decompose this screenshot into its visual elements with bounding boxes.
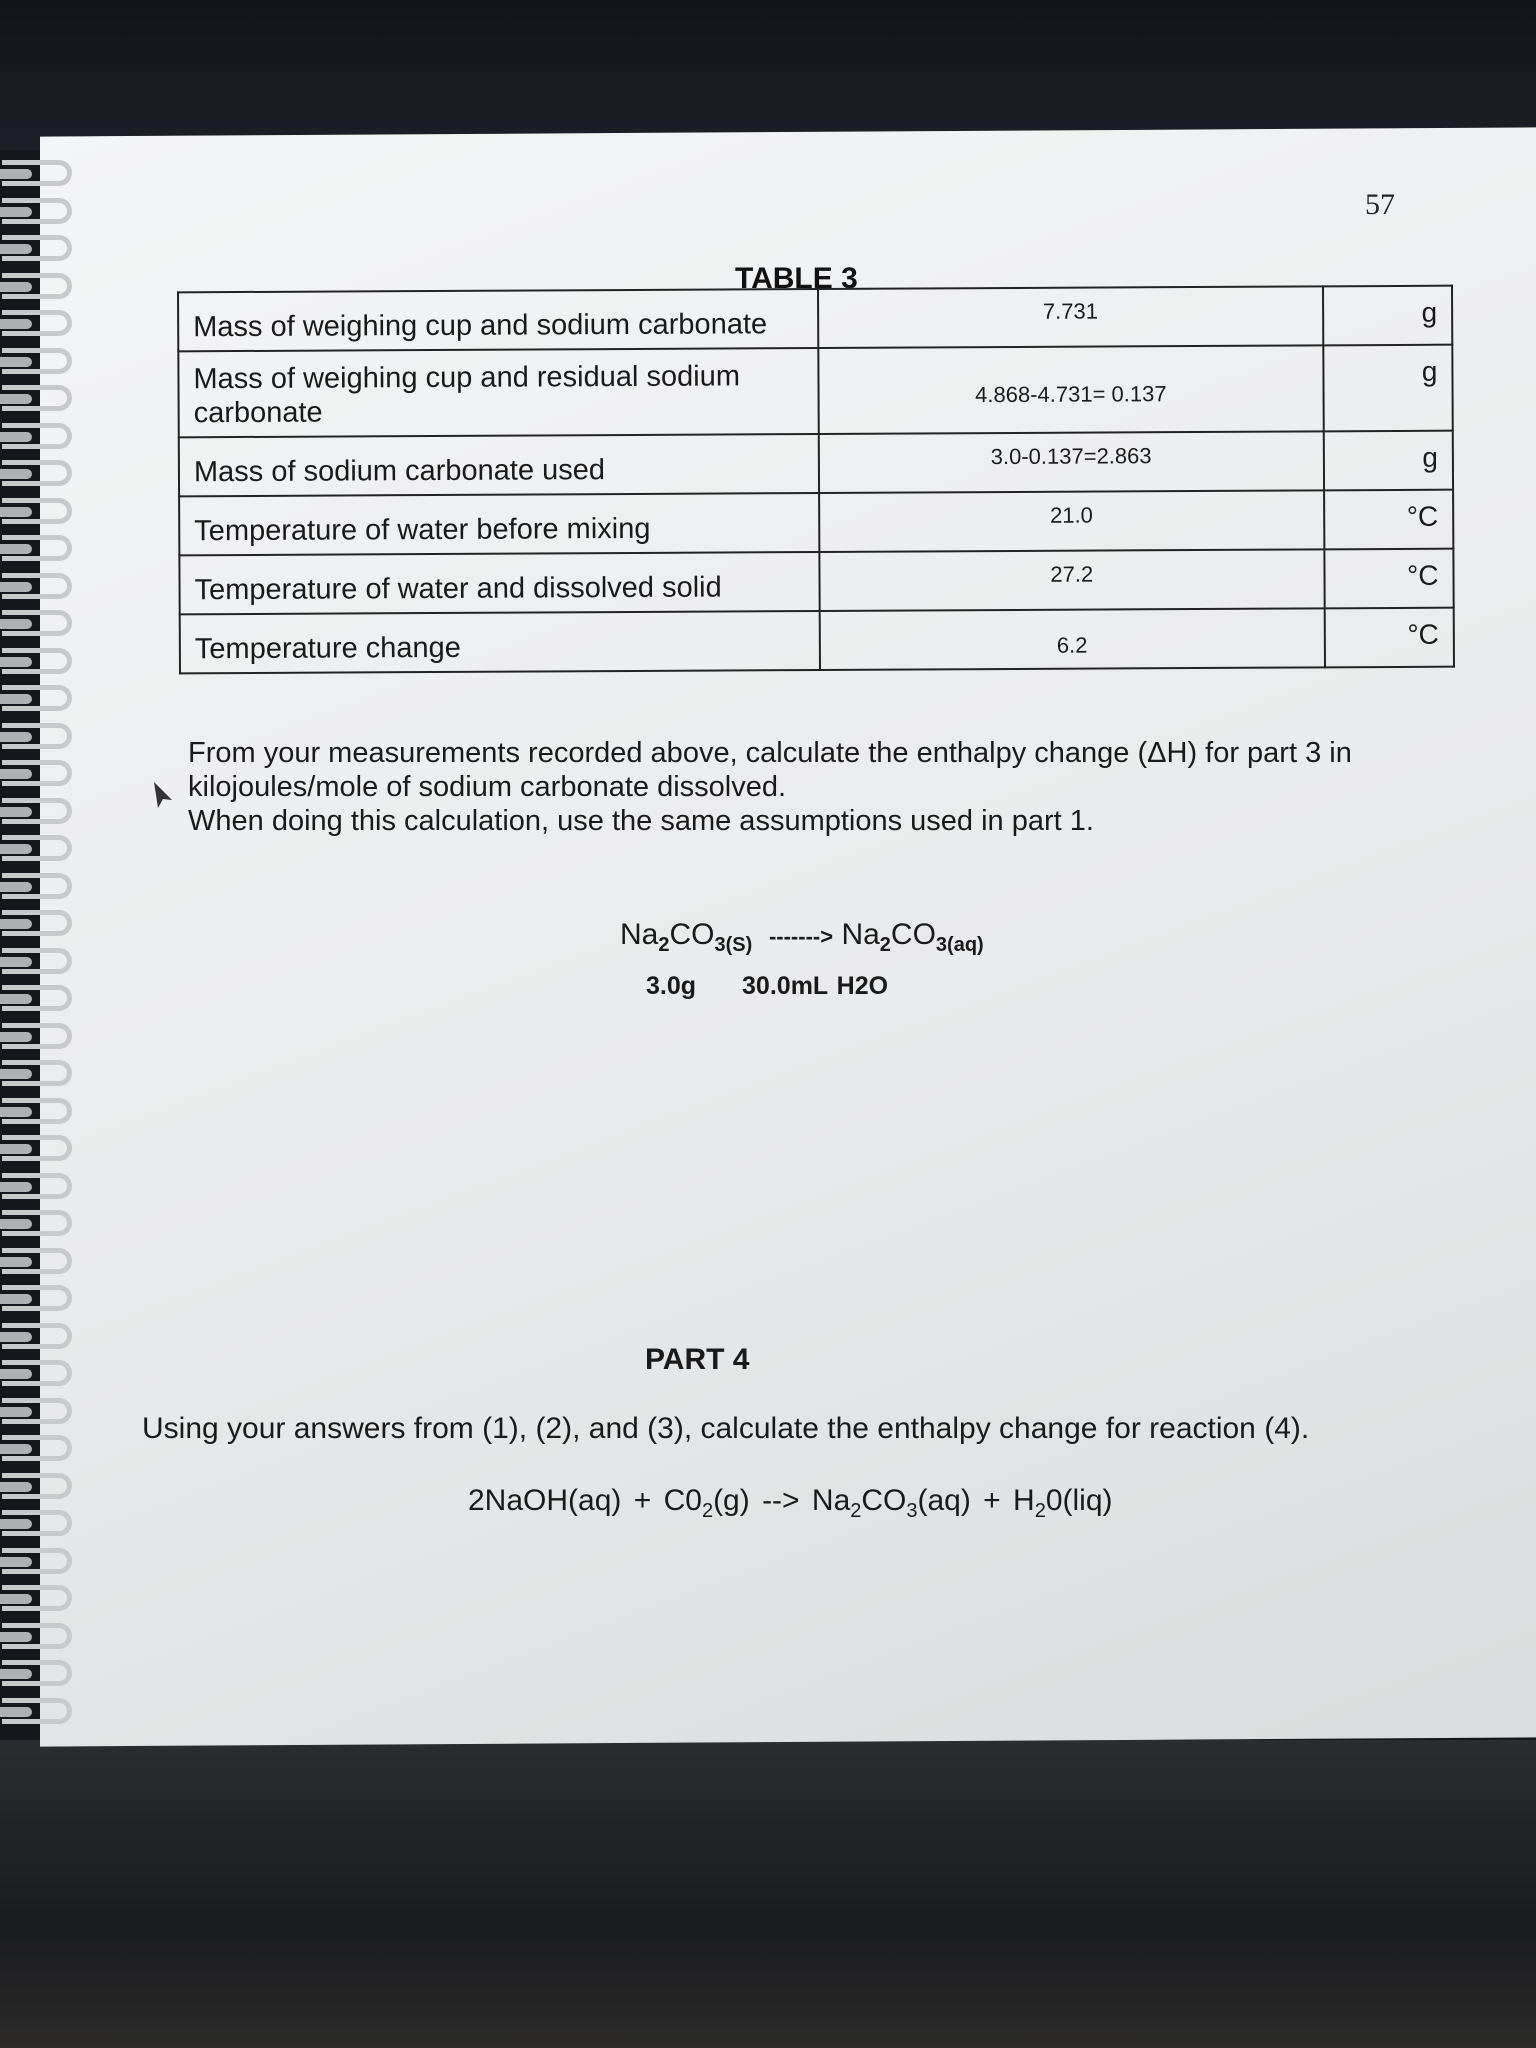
table-row <box>179 431 1453 497</box>
spiral-coil <box>2 535 72 561</box>
spiral-coil <box>2 1660 72 1686</box>
row-unit: °C <box>1324 608 1454 668</box>
eq-text: CO <box>890 918 936 951</box>
row-value: 27.2 <box>819 549 1324 611</box>
row-label: Mass of sodium carbonate used <box>179 434 819 496</box>
eq-text: (g) --> Na <box>713 1484 851 1517</box>
spiral-binding <box>0 160 90 1760</box>
spiral-coil <box>2 835 72 861</box>
reaction-4-equation <box>468 1484 1113 1523</box>
spiral-coil <box>2 910 72 936</box>
spiral-coil <box>2 985 72 1011</box>
spiral-coil <box>2 723 72 749</box>
row-value: 7.731 <box>818 286 1323 348</box>
question-line: kilojoules/mole of sodium carbonate dissolved. <box>188 771 787 803</box>
eq-subscript: 2 <box>850 1500 862 1522</box>
eq-subscript: 3(S) <box>714 934 753 956</box>
eq-subscript: 2 <box>879 934 891 956</box>
data-table <box>177 285 1455 675</box>
question-text <box>188 736 1418 838</box>
eq-text: 0(liq) <box>1045 1484 1113 1517</box>
part4-question: Using your answers from (1), (2), and (3), calculate the enthalpy change for reaction (4). <box>142 1412 1310 1445</box>
eq-subscript: 2 <box>1034 1500 1046 1522</box>
table-row <box>178 345 1452 438</box>
dissolution-equation <box>620 918 984 957</box>
eq-text: Na <box>620 918 659 951</box>
spiral-coil <box>2 1548 72 1574</box>
spiral-coil <box>2 1060 72 1086</box>
table-row <box>179 490 1453 556</box>
spiral-coil <box>2 1023 72 1049</box>
background-top <box>0 0 1536 150</box>
spiral-coil <box>2 1473 72 1499</box>
spiral-coil <box>2 1510 72 1536</box>
spiral-coil <box>2 648 72 674</box>
question-line: From your measurements recorded above, calculate the enthalpy change (ΔH) for part 3 in <box>188 737 1352 769</box>
table-row <box>178 286 1452 352</box>
spiral-coil <box>2 1098 72 1124</box>
table-row <box>179 549 1453 615</box>
eq-subscript: 2 <box>701 1500 714 1522</box>
spiral-coil <box>2 1210 72 1236</box>
eq-subscript: 3(aq) <box>935 934 984 956</box>
spiral-coil <box>2 1135 72 1161</box>
row-value: 6.2 <box>820 608 1325 670</box>
spiral-coil <box>2 685 72 711</box>
row-label: Temperature change <box>180 611 820 673</box>
part4-heading: PART 4 <box>645 1343 750 1376</box>
spiral-coil <box>2 1323 72 1349</box>
spiral-coil <box>2 1360 72 1386</box>
spiral-coil <box>2 1248 72 1274</box>
eq-subscript: 3 <box>906 1500 918 1522</box>
spiral-coil <box>2 1285 72 1311</box>
spiral-coil <box>2 1398 72 1424</box>
spiral-coil <box>2 198 72 224</box>
table-title: TABLE 3 <box>735 262 858 295</box>
table-row <box>180 608 1454 674</box>
spiral-coil <box>2 1435 72 1461</box>
row-unit: g <box>1323 286 1453 346</box>
spiral-coil <box>2 1698 72 1724</box>
row-unit: °C <box>1324 490 1454 550</box>
spiral-coil <box>2 273 72 299</box>
row-label: Temperature of water before mixing <box>179 493 819 555</box>
background-bottom <box>0 1740 1536 2048</box>
spiral-coil <box>2 948 72 974</box>
mouse-pointer-icon <box>150 780 176 810</box>
eq-text: CO <box>861 1484 907 1517</box>
page-number: 57 <box>1365 188 1395 221</box>
spiral-coil <box>2 348 72 374</box>
spiral-coil <box>2 498 72 524</box>
spiral-coil <box>2 798 72 824</box>
spiral-coil <box>2 235 72 261</box>
row-label: Temperature of water and dissolved solid <box>179 552 819 614</box>
eq-arrow: -------> <box>768 924 834 949</box>
row-unit: °C <box>1324 549 1454 609</box>
spiral-coil <box>2 310 72 336</box>
eq-text: 2NaOH(aq) + C0 <box>468 1484 702 1517</box>
equation-notes <box>646 972 934 1001</box>
mass-note: 3.0g <box>646 972 697 1000</box>
row-value: 4.868-4.731= 0.137 <box>818 345 1323 434</box>
row-unit: g <box>1323 345 1453 432</box>
eq-text: (aq) + H <box>917 1484 1035 1517</box>
row-unit: g <box>1323 431 1453 491</box>
spiral-coil <box>2 760 72 786</box>
spiral-coil <box>2 1173 72 1199</box>
spiral-coil <box>2 573 72 599</box>
question-line: When doing this calculation, use the same assumptions used in part 1. <box>188 805 1094 837</box>
spiral-coil <box>2 423 72 449</box>
spiral-coil <box>2 1623 72 1649</box>
spiral-coil <box>2 873 72 899</box>
spiral-coil <box>2 1585 72 1611</box>
row-value: 21.0 <box>819 490 1324 552</box>
water-note: 30.0mL H2O <box>742 972 889 1000</box>
spiral-coil <box>2 610 72 636</box>
row-value: 3.0-0.137=2.863 <box>819 431 1324 493</box>
row-label: Mass of weighing cup and residual sodium carbonate <box>178 348 818 437</box>
spiral-coil <box>2 460 72 486</box>
eq-text: CO <box>669 918 715 951</box>
eq-text: Na <box>841 918 880 951</box>
eq-subscript: 2 <box>658 934 670 956</box>
row-label: Mass of weighing cup and sodium carbonate <box>178 289 818 351</box>
spiral-coil <box>2 385 72 411</box>
spiral-coil <box>2 160 72 186</box>
